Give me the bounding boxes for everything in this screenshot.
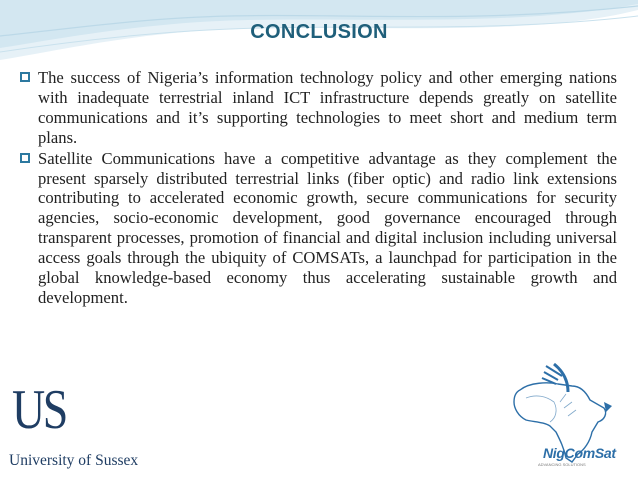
nigcomsat-tagline: ADVANCING SOLUTIONS bbox=[538, 462, 586, 467]
bullet-item-2 bbox=[19, 149, 617, 308]
bullet-item-1 bbox=[19, 68, 617, 148]
checkbox-bullet-icon bbox=[20, 72, 30, 82]
checkbox-bullet-icon bbox=[20, 153, 30, 163]
bullet-text: Satellite Communications have a competitive advantage as they complement the present sparsely distributed terrestrial links (fiber optic) and radio link extensions contributing to accelerated economic growth, secure communications for security agencies, socio-economic development, good governance encouraged through transparent processes, promotion of financial and digital inclusion including universal access goals through the ubiquity of COMSATs, a launchpad for participation in the global knowledge-based economy thus accelerating sustainable growth and development. bbox=[38, 148, 617, 307]
sussex-name: University of Sussex bbox=[9, 452, 139, 469]
slide-title: CONCLUSION bbox=[250, 21, 388, 43]
bullet-list bbox=[19, 68, 617, 309]
bullet-text: The success of Nigeria’s information technology policy and other emerging nations with inadequate terrestrial inland ICT infrastructure depends greatly on satellite communications and it’s supporting technologies to meet short and medium term plans. bbox=[38, 68, 617, 147]
sussex-us-mark: US bbox=[12, 379, 66, 441]
university-of-sussex-logo bbox=[6, 370, 145, 479]
nigcomsat-name: NigComSat bbox=[543, 445, 616, 461]
